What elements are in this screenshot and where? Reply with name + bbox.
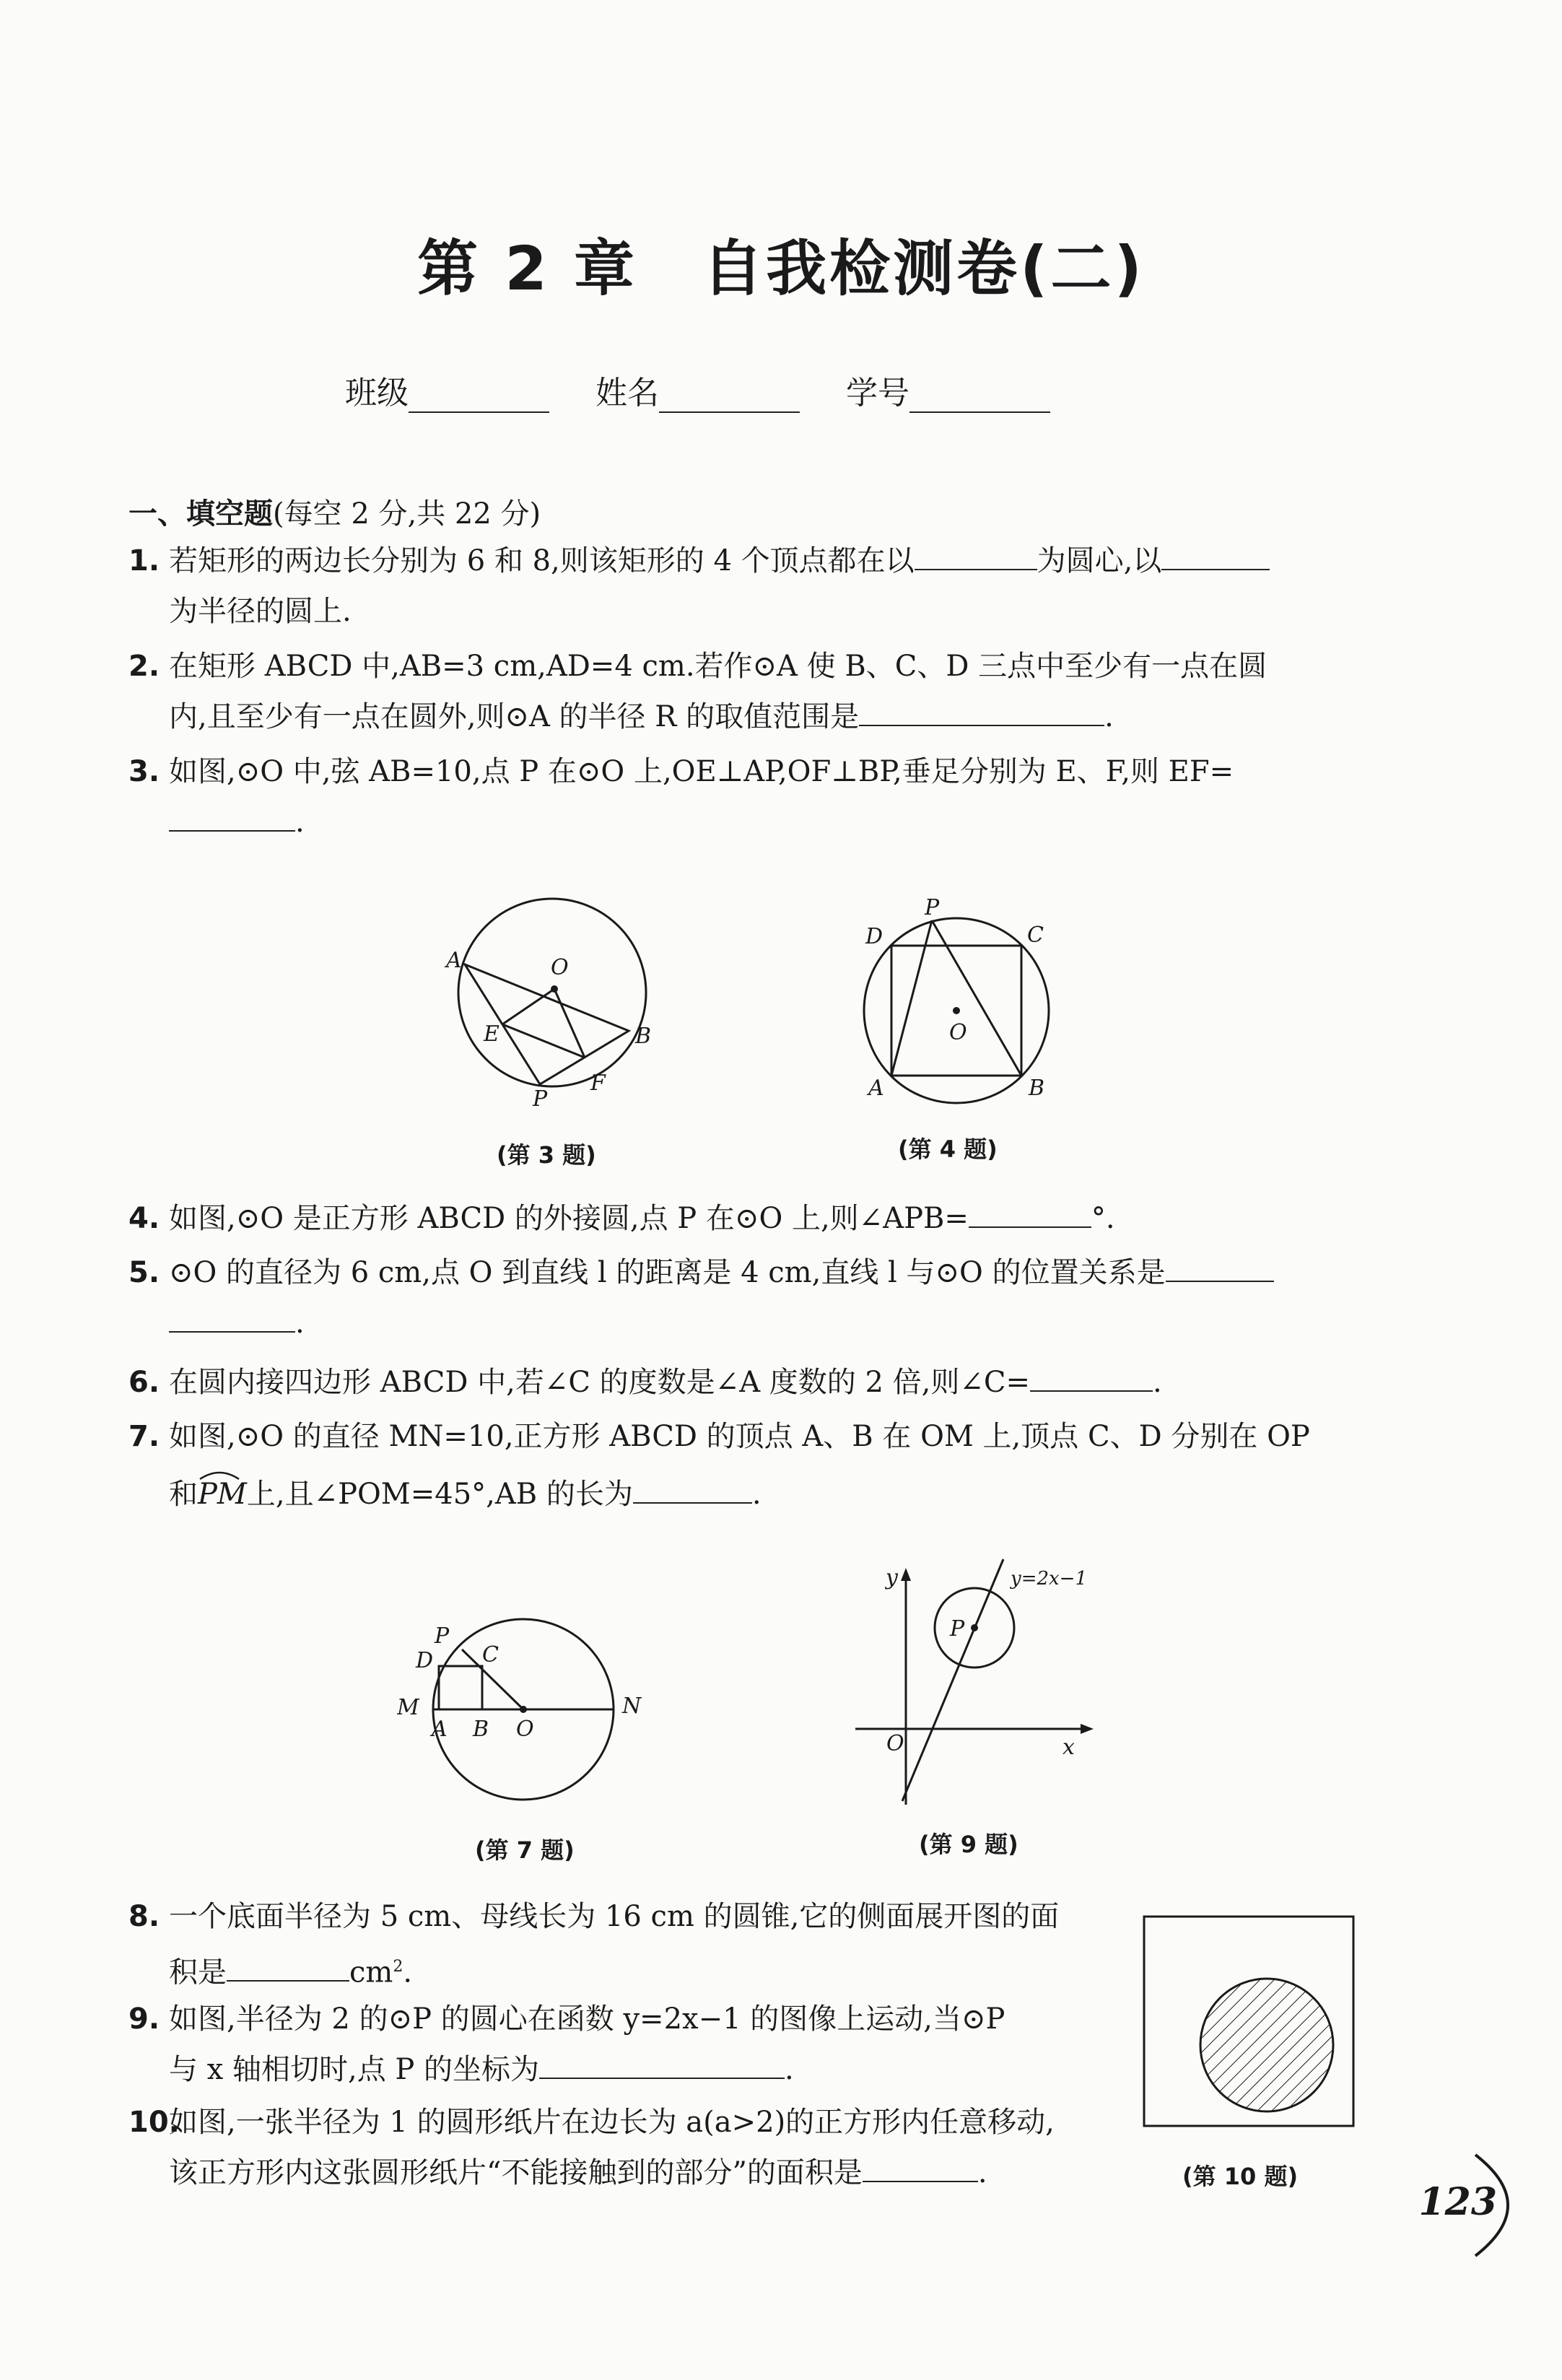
label-B: B (1029, 1076, 1045, 1101)
question-text: 和 (169, 1478, 198, 1511)
question-number: 3. (128, 755, 160, 788)
question-text: . (1104, 700, 1114, 733)
question-number: 2. (128, 650, 160, 683)
label-x: x (1063, 1735, 1075, 1760)
id-label: 学号 (846, 375, 909, 411)
figure-3 (433, 873, 664, 1112)
question-text: °. (1091, 1202, 1115, 1235)
question-text: 内,且至少有一点在圆外,则⊙A 的半径 R 的取值范围是 (169, 700, 860, 733)
question-8 (128, 1891, 1139, 1997)
answer-blank[interactable] (1030, 1364, 1153, 1392)
question-text: 如图,半径为 2 的⊙P 的圆心在函数 y=2x−1 的图像上运动,当⊙P (169, 2002, 1005, 2036)
question-text: 与 x 轴相切时,点 P 的坐标为 (169, 2053, 540, 2086)
arc-label: PM (198, 1478, 247, 1511)
label-P: P (950, 1616, 965, 1642)
question-7 (128, 1411, 1370, 1520)
question-text: 一个底面半径为 5 cm、母线长为 16 cm 的圆锥,它的侧面展开图的面 (169, 1900, 1060, 1933)
student-info-line (345, 367, 1050, 413)
question-text: 如图,一张半径为 1 的圆形纸片在边长为 a(a>2)的正方形内任意移动, (169, 2106, 1055, 2139)
caption-figure-10: (第 10 题) (1182, 2163, 1299, 2190)
page-title (0, 220, 1562, 308)
label-C: C (482, 1642, 499, 1668)
question-text: 如图,⊙O 中,弦 AB=10,点 P 在⊙O 上,OE⊥AP,OF⊥BP,垂足分别为 E、F,则 EF= (169, 755, 1234, 788)
answer-blank[interactable] (1166, 1255, 1274, 1282)
answer-blank[interactable] (859, 699, 1104, 726)
label-A: A (446, 948, 462, 973)
question-text: 该正方形内这张圆形纸片“不能接触到的部分”的面积是 (169, 2156, 863, 2189)
label-N: N (622, 1694, 642, 1719)
answer-blank[interactable] (169, 804, 295, 832)
label-O: O (516, 1717, 534, 1742)
question-6 (128, 1357, 1370, 1408)
chapter-label: 第 2 章 (417, 233, 638, 304)
name-blank[interactable] (659, 383, 800, 413)
question-number: 7. (128, 1420, 160, 1453)
label-D: D (865, 924, 883, 949)
caption-figure-4: (第 4 题) (898, 1135, 998, 1163)
figure-4 (855, 899, 1072, 1108)
page-number: 123 (1418, 2180, 1497, 2224)
question-number: 9. (128, 2002, 160, 2036)
label-F: F (590, 1071, 606, 1096)
question-text: . (1153, 1366, 1162, 1399)
section-title: 一、填空题 (128, 497, 273, 531)
question-2 (128, 641, 1370, 742)
label-O: O (551, 955, 569, 980)
question-number: 8. (128, 1900, 160, 1933)
label-P: P (925, 899, 940, 920)
question-1 (128, 536, 1370, 637)
section-note: (每空 2 分,共 22 分) (273, 497, 541, 531)
question-text: 为半径的圆上. (169, 595, 352, 628)
answer-blank[interactable] (863, 2155, 978, 2182)
label-y: y (886, 1565, 898, 1590)
caption-figure-9: (第 9 题) (919, 1831, 1018, 1858)
question-5 (128, 1247, 1370, 1348)
answer-blank[interactable] (915, 543, 1037, 570)
label-M: M (397, 1695, 419, 1720)
question-number: 1. (128, 544, 160, 577)
question-9 (128, 1994, 1139, 2095)
question-text: 若矩形的两边长分别为 6 和 8,则该矩形的 4 个顶点都在以 (169, 544, 915, 577)
question-number: 10. (128, 2106, 180, 2139)
question-text: . (295, 1307, 305, 1340)
question-text: . (785, 2053, 794, 2086)
question-text: ⊙O 的直径为 6 cm,点 O 到直线 l 的距离是 4 cm,直线 l 与⊙O 的位置关系是 (169, 1256, 1166, 1289)
question-text: 如图,⊙O 的直径 MN=10,正方形 ABCD 的顶点 A、B 在 OM 上,顶点 C、D 分别在 OP (169, 1420, 1310, 1453)
figure-7 (397, 1617, 657, 1848)
question-number: 6. (128, 1366, 160, 1399)
answer-blank[interactable] (227, 1954, 349, 1982)
question-text: 如图,⊙O 是正方形 ABCD 的外接圆,点 P 在⊙O 上,则∠APB= (169, 1202, 969, 1235)
label-P: P (435, 1623, 450, 1649)
label-O: O (886, 1731, 904, 1756)
question-text: 上,且∠POM=45°,AB 的长为 (246, 1478, 633, 1511)
question-number: 4. (128, 1202, 160, 1235)
label-C: C (1027, 923, 1044, 948)
answer-blank[interactable] (1161, 543, 1270, 570)
answer-blank[interactable] (169, 1305, 295, 1333)
caption-figure-3: (第 3 题) (497, 1141, 596, 1169)
question-4 (128, 1193, 1370, 1244)
question-text: . (751, 1478, 762, 1511)
label-B: B (635, 1024, 652, 1049)
name-label: 姓名 (595, 375, 659, 411)
unit-exponent: 2 (393, 1958, 403, 1976)
question-10 (128, 2097, 1153, 2198)
label-B: B (473, 1717, 489, 1742)
question-text: . (295, 806, 305, 839)
label-A: A (868, 1076, 884, 1101)
section-heading (128, 491, 541, 532)
answer-blank[interactable] (969, 1200, 1091, 1228)
label-line-equation: y=2x−1 (1011, 1568, 1088, 1590)
figure-10 (1140, 1913, 1364, 2130)
question-text: 积是 (169, 1956, 227, 1989)
question-number: 5. (128, 1256, 160, 1289)
label-P: P (533, 1086, 548, 1112)
label-A: A (432, 1717, 448, 1742)
label-D: D (416, 1648, 434, 1673)
class-label: 班级 (345, 375, 409, 411)
class-blank[interactable] (409, 383, 549, 413)
figure-9 (845, 1552, 1148, 1812)
label-O: O (949, 1020, 967, 1045)
question-text: . (977, 2156, 987, 2189)
label-E: E (484, 1021, 499, 1047)
question-3 (128, 746, 1370, 847)
question-text: 为圆心,以 (1037, 544, 1162, 577)
answer-blank[interactable] (539, 2052, 785, 2079)
id-blank[interactable] (909, 383, 1050, 413)
question-text: 在矩形 ABCD 中,AB=3 cm,AD=4 cm.若作⊙A 使 B、C、D 三点中至少有一点在圆 (169, 650, 1268, 683)
arc-notation (198, 1469, 247, 1520)
test-name: 自我检测卷(二) (702, 233, 1145, 304)
unit-text: cm (349, 1956, 393, 1989)
caption-figure-7: (第 7 题) (475, 1836, 575, 1864)
question-text: . (403, 1956, 413, 1989)
answer-blank[interactable] (633, 1476, 752, 1504)
question-text: 在圆内接四边形 ABCD 中,若∠C 的度数是∠A 度数的 2 倍,则∠C= (169, 1366, 1031, 1399)
